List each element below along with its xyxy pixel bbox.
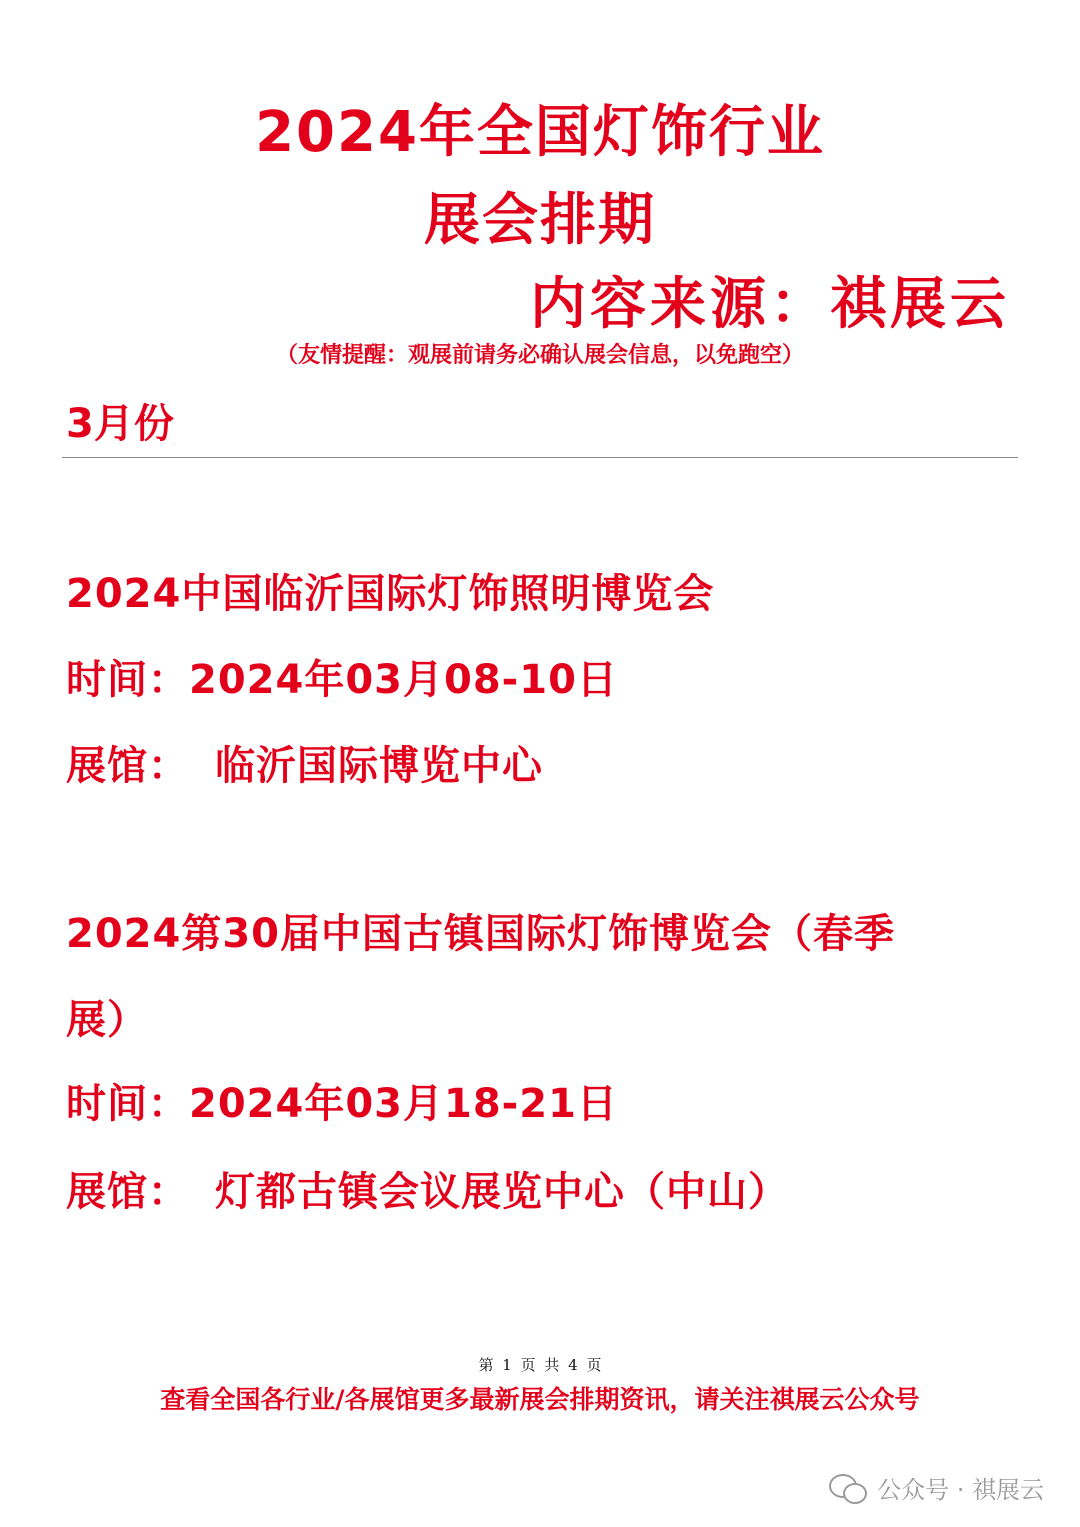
divider	[62, 457, 1018, 458]
page-title: 2024年全国灯饰行业	[255, 100, 825, 165]
venue-label: 展馆：	[66, 1169, 189, 1215]
event-1-name: 2024中国临沂国际灯饰照明博览会	[66, 571, 715, 617]
wechat-icon	[829, 1472, 869, 1504]
month-heading: 3月份	[66, 401, 174, 447]
footer-note: 查看全国各行业/各展馆更多最新展会排期资讯，请关注祺展云公众号	[160, 1385, 920, 1414]
watermark	[829, 1470, 1044, 1505]
venue-value: 灯都古镇会议展览中心（中山）	[215, 1169, 789, 1215]
venue-label: 展馆：	[66, 743, 189, 789]
event-1-time: 时间：2024年03月08-10日	[66, 657, 618, 703]
event-2-name: 2024第30届中国古镇国际灯饰博览会（春季	[66, 911, 895, 957]
page-subtitle: 展会排期	[424, 188, 656, 253]
content-source: 内容来源：祺展云	[530, 272, 1010, 337]
event-2-venue	[66, 1160, 789, 1217]
event-1-venue	[66, 734, 543, 791]
watermark-text: 公众号 · 祺展云	[877, 1476, 1044, 1504]
venue-value: 临沂国际博览中心	[215, 743, 543, 789]
event-2-name-continued: 展）	[66, 997, 148, 1043]
page-number: 第 1 页 共 4 页	[478, 1356, 602, 1374]
reminder-note: （友情提醒：观展前请务必确认展会信息，以免跑空）	[275, 342, 804, 368]
event-2-time: 时间：2024年03月18-21日	[66, 1081, 618, 1127]
